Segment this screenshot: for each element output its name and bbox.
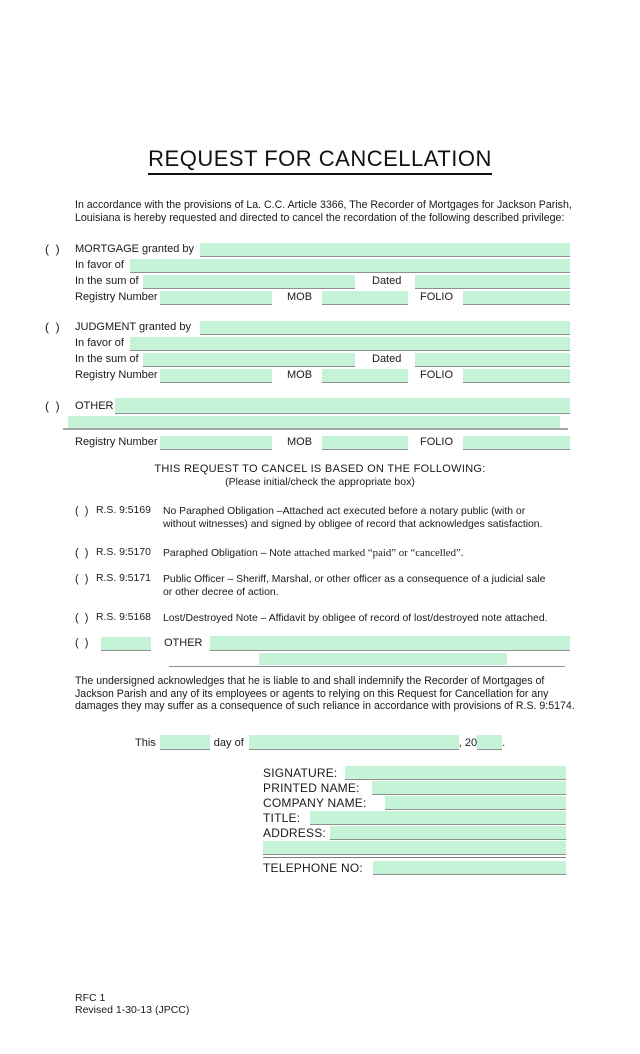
signature-field[interactable] <box>345 766 566 780</box>
telephone-row <box>263 860 566 875</box>
this-label: This <box>135 737 156 749</box>
mortgage-mob-field[interactable] <box>322 291 408 305</box>
telephone-field[interactable] <box>373 861 566 875</box>
other-folio-field[interactable] <box>463 436 570 450</box>
company-name-field[interactable] <box>385 796 566 810</box>
printed-name-row <box>263 780 566 795</box>
address-row <box>263 825 566 840</box>
item-lead: Public Officer – Sheriff, Marshal, or other officer as a consequence of a judicial sale <box>163 574 546 585</box>
folio-label: FOLIO <box>420 291 454 303</box>
item-serif-tail: attached marked “paid” or “cancelled”. <box>294 547 464 559</box>
title-label: TITLE: <box>263 811 301 825</box>
mortgage-dated-field[interactable] <box>415 275 570 289</box>
intro-paragraph <box>75 199 572 224</box>
statute-code: R.S. 9:5168 <box>96 612 151 623</box>
form-number: RFC 1 <box>75 992 106 1004</box>
mortgage-folio-field[interactable] <box>463 291 570 305</box>
page-title: REQUEST FOR CANCELLATION <box>148 146 492 175</box>
mortgage-registry-row <box>75 289 570 305</box>
revision-note: Revised 1-30-13 (JPCC) <box>75 1004 190 1016</box>
in-favor-of-label: In favor of <box>75 259 124 271</box>
registry-number-label: Registry Number <box>75 369 158 381</box>
rs-9-5171-checkbox[interactable]: ( ) <box>75 573 89 585</box>
address-label: ADDRESS: <box>263 826 326 840</box>
title-field[interactable] <box>310 811 566 825</box>
other-registry-number-field[interactable] <box>160 436 272 450</box>
other-item-label: OTHER <box>164 637 203 649</box>
registry-number-label: Registry Number <box>75 291 158 303</box>
company-name-label: COMPANY NAME: <box>263 796 367 810</box>
item-lead: Paraphed Obligation – Note <box>163 548 295 559</box>
judgment-sum-field[interactable] <box>143 353 355 367</box>
footer <box>75 992 189 1016</box>
day-field[interactable] <box>160 735 210 750</box>
mortgage-sum-row <box>75 273 570 289</box>
mob-label: MOB <box>287 291 313 303</box>
checklist-item-other <box>45 634 570 651</box>
judgment-in-favor-of-field[interactable] <box>130 337 570 351</box>
judgment-granted-by-field[interactable] <box>200 321 570 335</box>
address-field[interactable] <box>330 826 566 840</box>
checklist-item-rs-9-5169 <box>45 505 590 531</box>
folio-label: FOLIO <box>420 436 454 448</box>
dated-label: Dated <box>372 275 402 287</box>
address-overflow-field[interactable] <box>263 841 566 855</box>
checklist-item-rs-9-5168 <box>45 612 590 626</box>
item-description <box>163 573 545 599</box>
checklist-item-rs-9-5171 <box>45 573 590 599</box>
item-line-2: or other decree of action. <box>163 586 279 598</box>
printed-name-field[interactable] <box>372 781 566 795</box>
judgment-folio-field[interactable] <box>463 369 570 383</box>
other-item-description-field[interactable] <box>210 636 570 651</box>
item-description <box>163 505 542 531</box>
rs-9-5168-checkbox[interactable]: ( ) <box>75 612 89 624</box>
judgment-registry-row <box>75 367 570 383</box>
other-description-overflow-field[interactable] <box>68 416 560 428</box>
dated-label: Dated <box>372 353 402 365</box>
mortgage-favor-row <box>75 257 570 273</box>
registry-number-label: Registry Number <box>75 436 158 448</box>
checklist-item-rs-9-5170 <box>45 547 590 561</box>
folio-label: FOLIO <box>420 369 454 381</box>
checklist-heading-block <box>0 463 640 488</box>
month-field[interactable] <box>249 735 459 750</box>
signature-separator-line <box>263 857 566 858</box>
judgment-section <box>45 319 570 383</box>
mortgage-in-favor-of-field[interactable] <box>130 259 570 273</box>
mortgage-section <box>45 241 570 305</box>
year-field[interactable] <box>477 735 502 750</box>
other-item-checkbox[interactable]: ( ) <box>75 637 89 649</box>
judgment-title-row <box>45 319 570 335</box>
mortgage-title-label: MORTGAGE granted by <box>75 243 195 255</box>
acknowledgement-line-1: The undersigned acknowledges that he is liable to and shall indemnify the Recorder of Mortgages of <box>75 675 545 687</box>
other-section <box>45 397 570 450</box>
other-mob-field[interactable] <box>322 436 408 450</box>
other-title-row <box>45 397 570 414</box>
judgment-mob-field[interactable] <box>322 369 408 383</box>
other-item-overflow-field[interactable] <box>259 653 507 665</box>
mob-label: MOB <box>287 369 313 381</box>
judgment-registry-number-field[interactable] <box>160 369 272 383</box>
item-description <box>163 612 548 626</box>
mortgage-granted-by-field[interactable] <box>200 243 570 257</box>
judgment-favor-row <box>75 335 570 351</box>
mortgage-checkbox[interactable]: ( ) <box>45 242 60 256</box>
other-item-overflow-line <box>169 653 565 667</box>
other-description-field[interactable] <box>115 398 570 414</box>
year-prefix-label: , 20 <box>458 737 478 749</box>
statute-code: R.S. 9:5170 <box>96 547 151 558</box>
printed-name-label: PRINTED NAME: <box>263 781 360 795</box>
mob-label: MOB <box>287 436 313 448</box>
in-the-sum-of-label: In the sum of <box>75 275 139 287</box>
other-checkbox[interactable]: ( ) <box>45 399 60 413</box>
date-line <box>135 733 505 750</box>
other-registry-row <box>75 434 570 450</box>
item-line-2: without witnesses) and signed by obligee of record that acknowledges satisfaction. <box>163 518 543 530</box>
in-favor-of-label: In favor of <box>75 337 124 349</box>
signature-row <box>263 765 566 780</box>
acknowledgement-paragraph <box>75 675 575 713</box>
signature-block <box>263 765 566 875</box>
company-name-row <box>263 795 566 810</box>
mortgage-title-row <box>45 241 570 257</box>
statute-code: R.S. 9:5171 <box>96 573 151 584</box>
title-row <box>263 810 566 825</box>
signature-label: SIGNATURE: <box>263 766 338 780</box>
other-separator-line <box>63 428 568 430</box>
checklist-subheading: (Please initial/check the appropriate box) <box>225 476 415 488</box>
rs-9-5170-checkbox[interactable]: ( ) <box>75 547 89 559</box>
day-of-label: day of <box>213 737 244 749</box>
page-title-wrap <box>0 146 640 175</box>
rs-9-5169-checkbox[interactable]: ( ) <box>75 505 89 517</box>
judgment-title-label: JUDGMENT granted by <box>75 321 191 333</box>
other-initial-field[interactable] <box>101 637 151 651</box>
statute-code: R.S. 9:5169 <box>96 505 151 516</box>
acknowledgement-line-2: Jackson Parish and any of its employees or agents to relying on this Request for Cancellation for any <box>75 687 549 700</box>
in-the-sum-of-label: In the sum of <box>75 353 139 365</box>
period-label: . <box>502 737 506 749</box>
other-title-label: OTHER <box>75 400 114 412</box>
item-lead: Lost/Destroyed Note – Affidavit by obligee of record of lost/destroyed note attached. <box>163 613 548 624</box>
item-lead: No Paraphed Obligation –Attached act executed before a notary public (with or <box>163 506 526 517</box>
telephone-label: TELEPHONE NO: <box>263 861 363 875</box>
intro-line-1: In accordance with the provisions of La. C.C. Article 3366, The Recorder of Mortgages for Jackson Parish, <box>75 199 572 211</box>
address-overflow-row <box>263 840 566 855</box>
judgment-dated-field[interactable] <box>415 353 570 367</box>
item-description <box>163 547 464 561</box>
mortgage-registry-number-field[interactable] <box>160 291 272 305</box>
checklist-heading: THIS REQUEST TO CANCEL IS BASED ON THE FOLLOWING: <box>154 463 486 475</box>
judgment-checkbox[interactable]: ( ) <box>45 320 60 334</box>
judgment-sum-row <box>75 351 570 367</box>
acknowledgement-line-3: damages they may suffer as a consequence of such reliance in accordance with provisions of R.S. 9:5174. <box>75 700 575 713</box>
intro-line-2: Louisiana is hereby requested and directed to cancel the recordation of the following described privilege: <box>75 211 565 224</box>
mortgage-sum-field[interactable] <box>143 275 355 289</box>
